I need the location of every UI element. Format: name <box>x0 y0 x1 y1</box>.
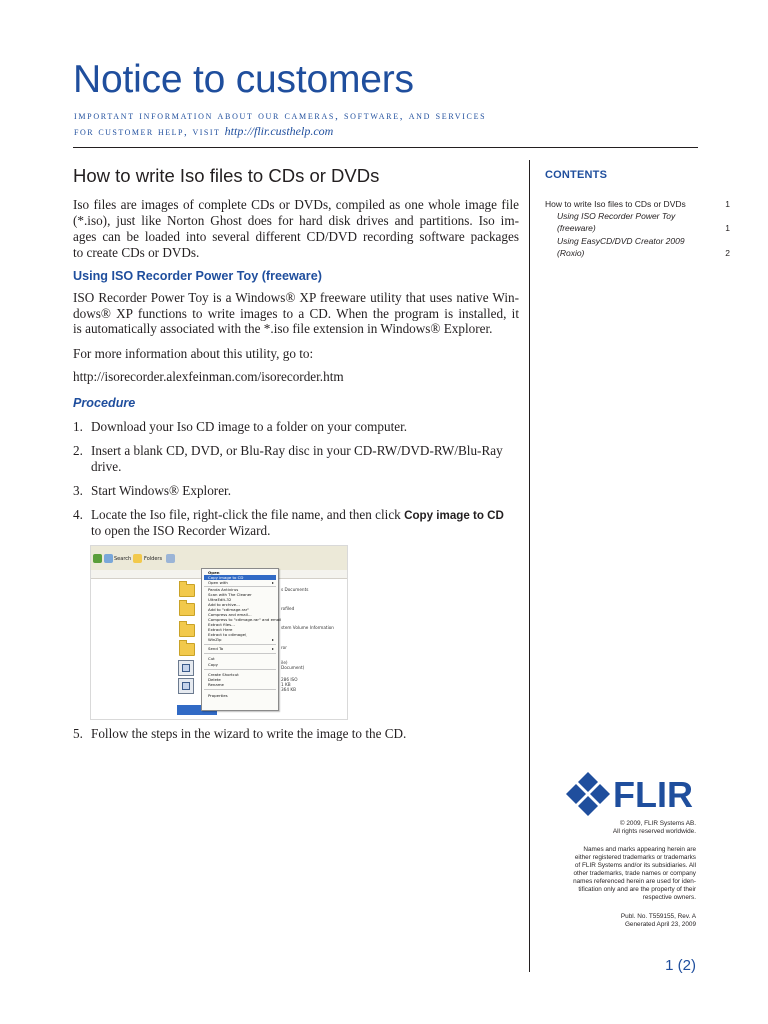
article-heading: How to write Iso files to CDs or DVDs <box>73 165 380 186</box>
menu-item-open[interactable]: Open <box>208 570 220 575</box>
folders-icon <box>133 554 142 563</box>
side-text: ile) <box>281 660 288 665</box>
menu-separator <box>204 689 276 690</box>
side-text: Document) <box>281 665 305 670</box>
folder-icon <box>179 584 195 597</box>
toc-entry[interactable]: Using EasyCD/DVD Creator 2009 <box>557 236 685 246</box>
flir-logo-text: FLIR <box>613 774 693 815</box>
step-text: drive. <box>91 459 122 474</box>
copyright-line: All rights reserved worldwide. <box>612 828 696 835</box>
step-text: Follow the steps in the wizard to write the image to the CD. <box>91 726 407 741</box>
step-text: Download your Iso CD image to a folder on your computer. <box>91 419 408 434</box>
side-text: 286 ISO <box>281 677 298 682</box>
menu-item-extract-to[interactable]: Extract to cdimage\ <box>208 632 247 637</box>
folders-button: Folders <box>144 556 163 562</box>
toc-entry[interactable]: (freeware) <box>557 223 596 233</box>
step-number: 4. <box>73 507 83 522</box>
side-text: ror <box>281 645 287 650</box>
toc-entry[interactable]: How to write Iso files to CDs or DVDs <box>545 199 686 209</box>
copyright-line: © 2009, FLIR Systems AB. <box>619 820 696 827</box>
more-info-text: For more information about this utility, go to: <box>73 346 314 361</box>
menu-item-compress-email[interactable]: Compress and email... <box>208 612 252 617</box>
menu-item-cut[interactable]: Cut <box>208 656 215 661</box>
submenu-arrow-icon: ▸ <box>272 580 274 585</box>
menu-item-ultraedit[interactable]: UltraEdit-32 <box>208 597 232 602</box>
trademark-line: Names and marks appearing herein are <box>583 846 696 853</box>
intro-line: to create CDs or DVDs. <box>73 245 200 260</box>
intro-line: (*.iso), just like Norton Ghost does for hard disk drives and partitions. Iso im- <box>73 213 519 228</box>
file-icon <box>178 660 194 676</box>
step-number: 1. <box>73 419 83 434</box>
menu-item-label: WinZip <box>208 637 222 642</box>
side-text: rofiled <box>281 606 295 611</box>
step-text: Insert a blank CD, DVD, or Blu-Ray disc in your CD-RW/DVD-RW/Blu-Ray <box>91 443 503 458</box>
step-text <box>91 507 504 524</box>
customer-help-link[interactable]: http://flir.custhelp.com <box>224 124 334 138</box>
menu-item-winzip[interactable] <box>204 637 276 642</box>
page-number: 1 (2) <box>665 957 696 974</box>
toc-entry[interactable]: Using ISO Recorder Power Toy <box>557 211 676 221</box>
menu-item-add-to-archive[interactable]: Add to archive... <box>208 602 240 607</box>
page-title: Notice to customers <box>73 58 414 101</box>
menu-item-rename[interactable]: Rename <box>208 682 224 687</box>
menu-item-add-to-rar[interactable]: Add to "cdimage.rar" <box>208 607 250 612</box>
trademark-line: other trademarks, trade names or company <box>573 870 696 877</box>
menu-item-panda-antivirus[interactable]: Panda Antivirus <box>208 587 239 592</box>
header-divider <box>73 147 698 148</box>
column-divider <box>529 160 530 972</box>
toc-page: 1 <box>725 223 730 233</box>
menu-item-copy-image-to-cd[interactable]: Copy image to CD <box>204 575 276 580</box>
intro-line: Iso files are images of complete CDs or DVDs, compiled as one whole image file <box>73 197 519 212</box>
side-text: 364 KB <box>281 687 296 692</box>
trademark-line: names referenced herein are used for iden- <box>573 878 696 885</box>
menu-item-copy[interactable]: Copy <box>208 662 218 667</box>
step-text-part: Locate the Iso file, right-click the file name, and then click <box>91 507 401 522</box>
step-number: 5. <box>73 726 83 741</box>
search-button: Search <box>114 556 132 562</box>
contents-heading: CONTENTS <box>545 169 608 181</box>
flir-logo <box>566 772 702 816</box>
side-text: stem Volume Information <box>281 625 334 630</box>
trademark-line: of FLIR Systems and/or its subsidiaries. All <box>574 862 696 869</box>
trademark-line: respective owners. <box>642 894 696 901</box>
menu-separator <box>204 644 276 645</box>
step-text: Start Windows® Explorer. <box>91 483 232 498</box>
copy-image-to-cd-command: Copy image to CD <box>404 509 504 522</box>
menu-item-send-to[interactable] <box>204 646 276 651</box>
section-line: ISO Recorder Power Toy is a Windows® XP freeware utility that uses native Win- <box>73 290 519 305</box>
menu-item-properties[interactable]: Properties <box>208 693 228 698</box>
step-text: to open the ISO Recorder Wizard. <box>91 523 271 538</box>
section-heading: Using ISO Recorder Power Toy (freeware) <box>73 269 322 283</box>
trademark-line: either registered trademarks or trademarks <box>574 854 696 861</box>
back-icon <box>93 554 102 563</box>
toc-page: 1 <box>725 199 730 209</box>
publication-number: Publ. No. T559155, Rev. A <box>620 913 696 920</box>
customer-help-line <box>74 124 333 139</box>
toc-entry[interactable]: (Roxio) <box>557 248 585 258</box>
iso-file-icon <box>178 678 194 694</box>
menu-item-extract-files[interactable]: Extract files... <box>208 622 235 627</box>
menu-item-scan-cleaner[interactable]: Scan with The Cleaner <box>208 592 252 597</box>
generated-date: Generated April 23, 2009 <box>624 921 696 928</box>
section-line: is automatically associated with the *.iso file extension in Windows® Explorer. <box>73 321 493 336</box>
menu-item-extract-here[interactable]: Extract Here <box>208 627 233 632</box>
flir-diamond-icon <box>566 772 610 816</box>
search-icon <box>104 554 113 563</box>
toc-page: 2 <box>725 248 730 258</box>
step-number: 3. <box>73 483 83 498</box>
menu-item-delete[interactable]: Delete <box>208 677 221 682</box>
menu-item-label: Open with <box>208 580 228 585</box>
utility-link[interactable]: http://isorecorder.alexfeinman.com/isorecorder.htm <box>73 369 344 384</box>
side-text: s Documents <box>281 587 309 592</box>
intro-line: ages can be loaded into several different CD/DVD recording software packages <box>73 229 519 244</box>
menu-separator <box>204 653 276 654</box>
menu-separator <box>204 669 276 670</box>
page-subtitle: important information about our cameras, software, and services <box>74 110 487 122</box>
explorer-screenshot <box>90 545 348 720</box>
step-number: 2. <box>73 443 83 458</box>
menu-item-open-with[interactable] <box>204 580 276 585</box>
folder-icon <box>179 603 195 616</box>
submenu-arrow-icon: ▸ <box>272 646 274 651</box>
folder-icon <box>179 643 195 656</box>
trademark-line: tification only and are the property of their <box>578 886 696 893</box>
customer-help-label: for customer help, visit <box>74 126 221 138</box>
views-icon <box>166 554 175 563</box>
submenu-arrow-icon: ▸ <box>272 637 274 642</box>
procedure-heading: Procedure <box>73 396 136 410</box>
menu-item-create-shortcut[interactable]: Create Shortcut <box>208 672 239 677</box>
menu-item-compress-rar-email[interactable]: Compress to "cdimage.rar" and email <box>208 617 282 622</box>
section-line: dows® XP functions to write images to a CD. When the program is installed, it <box>73 306 519 321</box>
side-text: 1 KB <box>281 682 291 687</box>
menu-item-label: Send To <box>208 646 224 651</box>
folder-icon <box>179 624 195 637</box>
context-menu <box>201 568 282 711</box>
